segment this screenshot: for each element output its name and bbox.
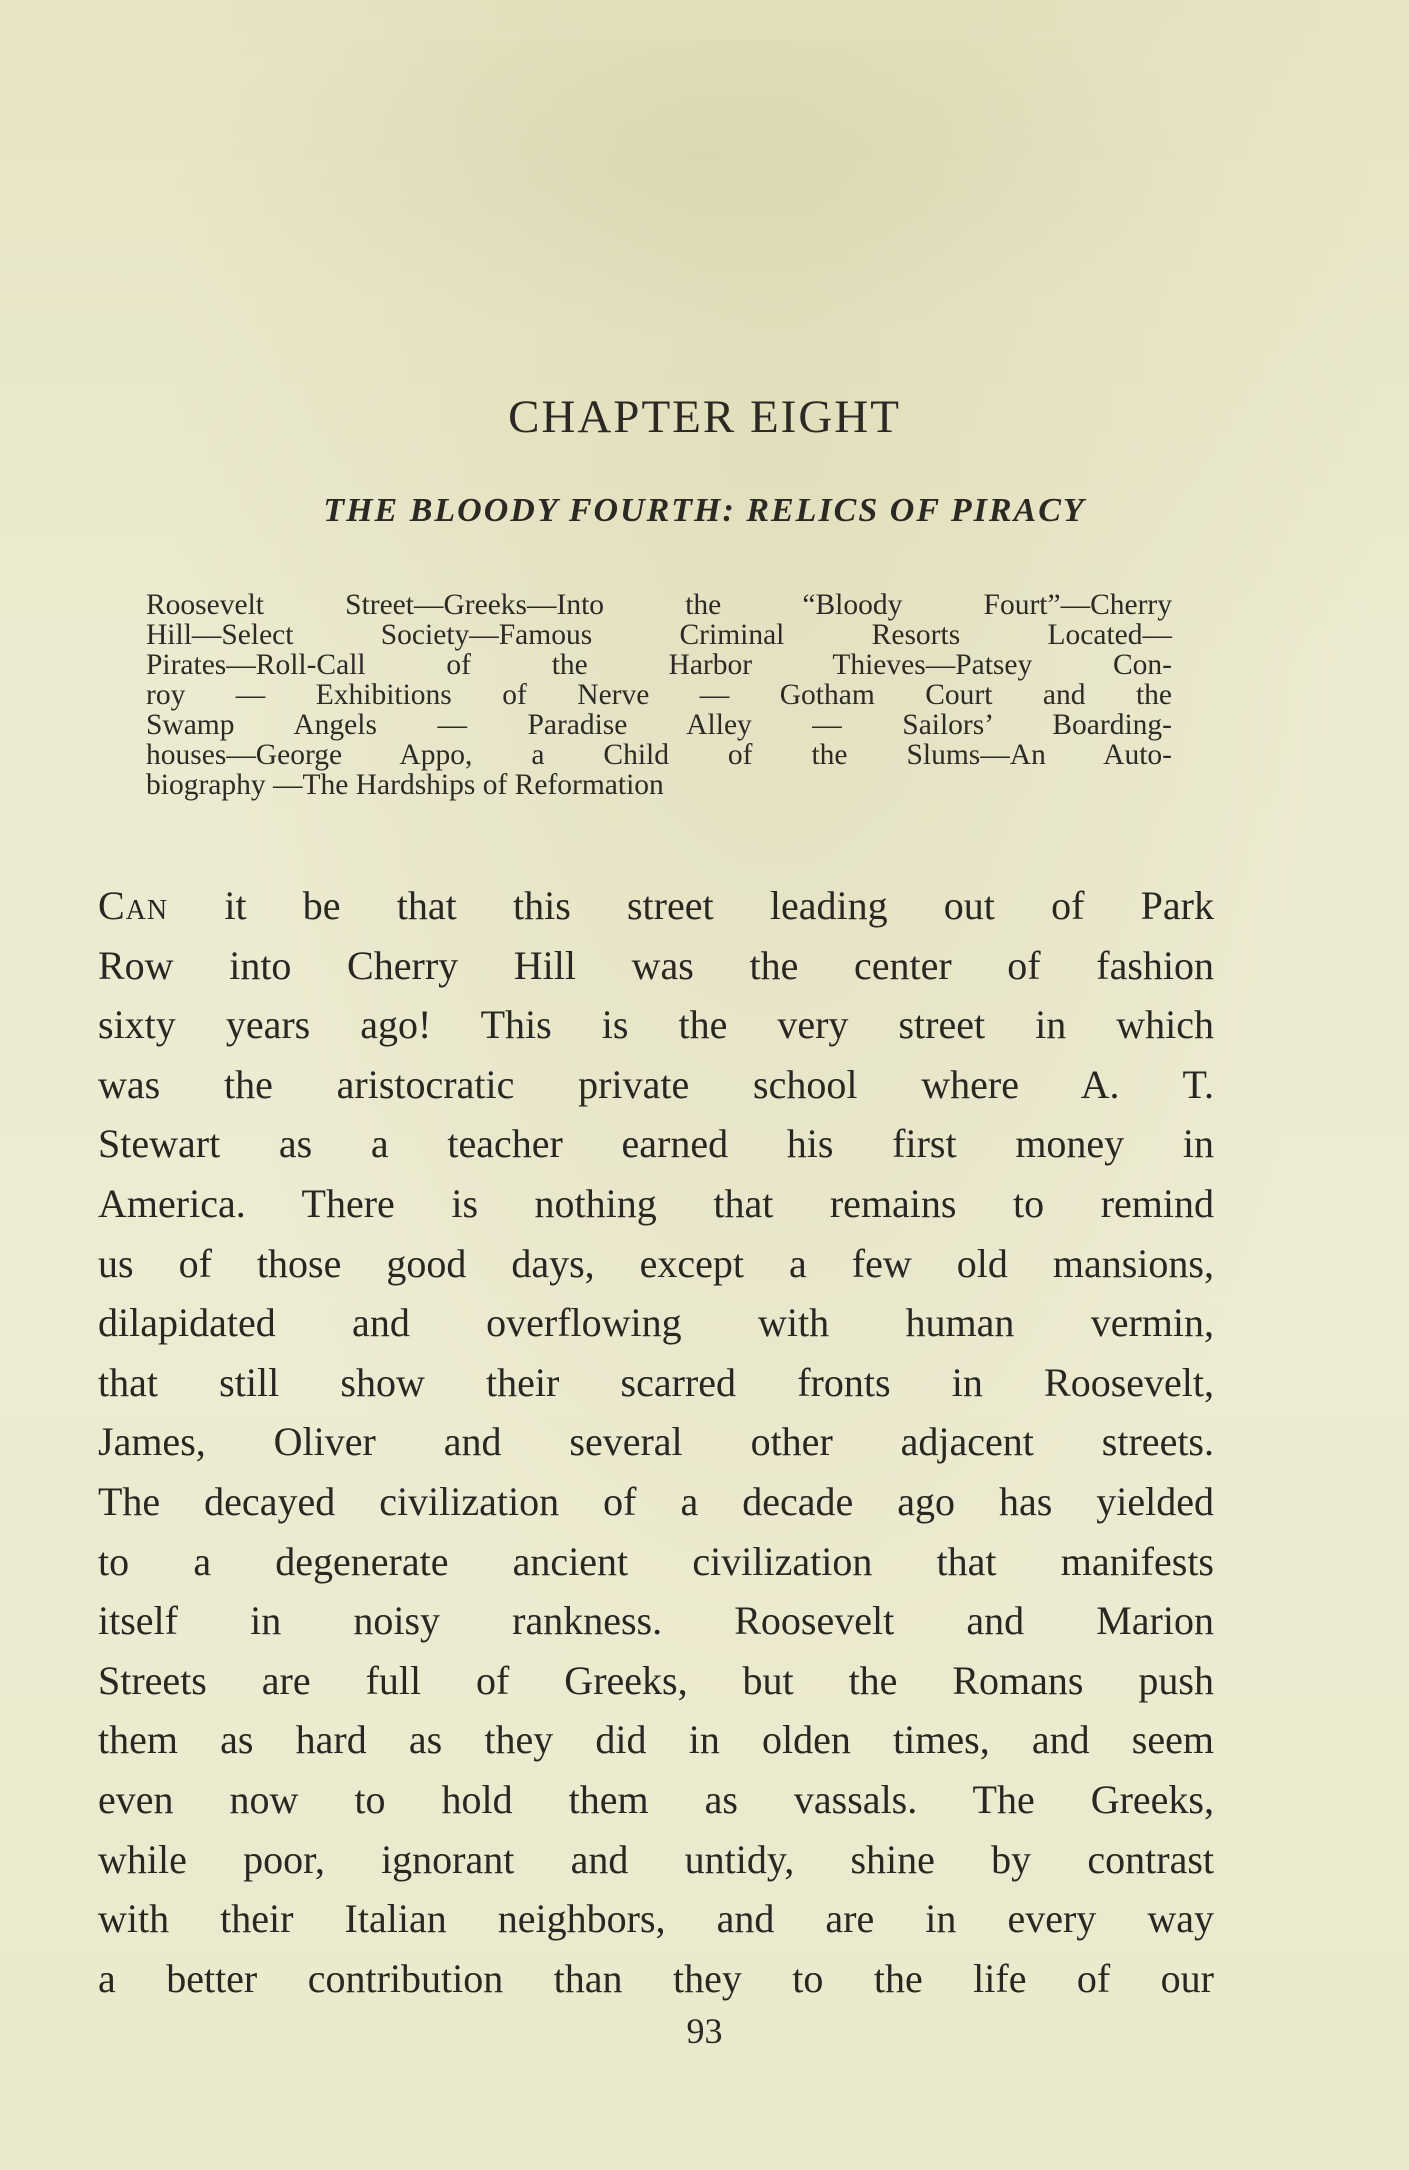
body-line: America. There is nothing that remains to remind <box>98 1180 1214 1226</box>
body-line: even now to hold them as vassals. The Greeks, <box>98 1776 1214 1822</box>
body-line: James, Oliver and several other adjacent streets. <box>98 1419 1214 1465</box>
body-line: Row into Cherry Hill was the center of fashion <box>98 942 1214 988</box>
body-line: sixty years ago! This is the very street in which <box>98 1002 1214 1048</box>
synopsis-line: houses—George Appo, a Child of the Slums—An Auto- <box>146 739 1172 771</box>
synopsis-line: Swamp Angels — Paradise Alley — Sailors’ Boarding- <box>146 709 1172 741</box>
body-line: Streets are full of Greeks, but the Romans push <box>98 1657 1214 1703</box>
body-line: that still show their scarred fronts in Roosevelt, <box>98 1359 1214 1405</box>
chapter-synopsis <box>146 590 1172 800</box>
body-line: itself in noisy rankness. Roosevelt and Marion <box>98 1598 1214 1644</box>
first-line-text: it be that this street leading out of Park <box>168 883 1214 928</box>
body-line: a better contribution than they to the life of our <box>98 1955 1214 2001</box>
page-number: 93 <box>686 2011 723 2051</box>
opening-word: Can <box>98 883 169 928</box>
synopsis-line: Pirates—Roll-Call of the Harbor Thieves—Patsey Con- <box>146 649 1172 681</box>
chapter-subtitle: THE BLOODY FOURTH: RELICS OF PIRACY <box>323 492 1086 529</box>
body-line: dilapidated and overflowing with human vermin, <box>98 1300 1214 1346</box>
synopsis-line: Hill—Select Society—Famous Criminal Resorts Located— <box>146 619 1172 651</box>
body-line: them as hard as they did in olden times, and seem <box>98 1717 1214 1763</box>
body-line: to a degenerate ancient civilization that manifests <box>98 1538 1214 1584</box>
body-line: while poor, ignorant and untidy, shine by contrast <box>98 1836 1214 1882</box>
synopsis-line: biography —The Hardships of Reformation <box>146 769 664 801</box>
chapter-heading: CHAPTER EIGHT <box>508 391 901 443</box>
body-line: with their Italian neighbors, and are in every way <box>98 1896 1214 1942</box>
body-line: was the aristocratic private school where A. T. <box>98 1061 1214 1107</box>
show-through-shadow <box>180 40 1230 340</box>
synopsis-line: Roosevelt Street—Greeks—Into the “Bloody Fourt”—Cherry <box>146 589 1172 621</box>
body-line: The decayed civilization of a decade ago has yielded <box>98 1478 1214 1524</box>
body-line <box>98 876 1214 936</box>
body-line: us of those good days, except a few old mansions, <box>98 1240 1214 1286</box>
body-paragraph <box>98 876 1214 2008</box>
body-line: Stewart as a teacher earned his first money in <box>98 1121 1214 1167</box>
synopsis-line: roy — Exhibitions of Nerve — Gotham Court and the <box>146 679 1172 711</box>
